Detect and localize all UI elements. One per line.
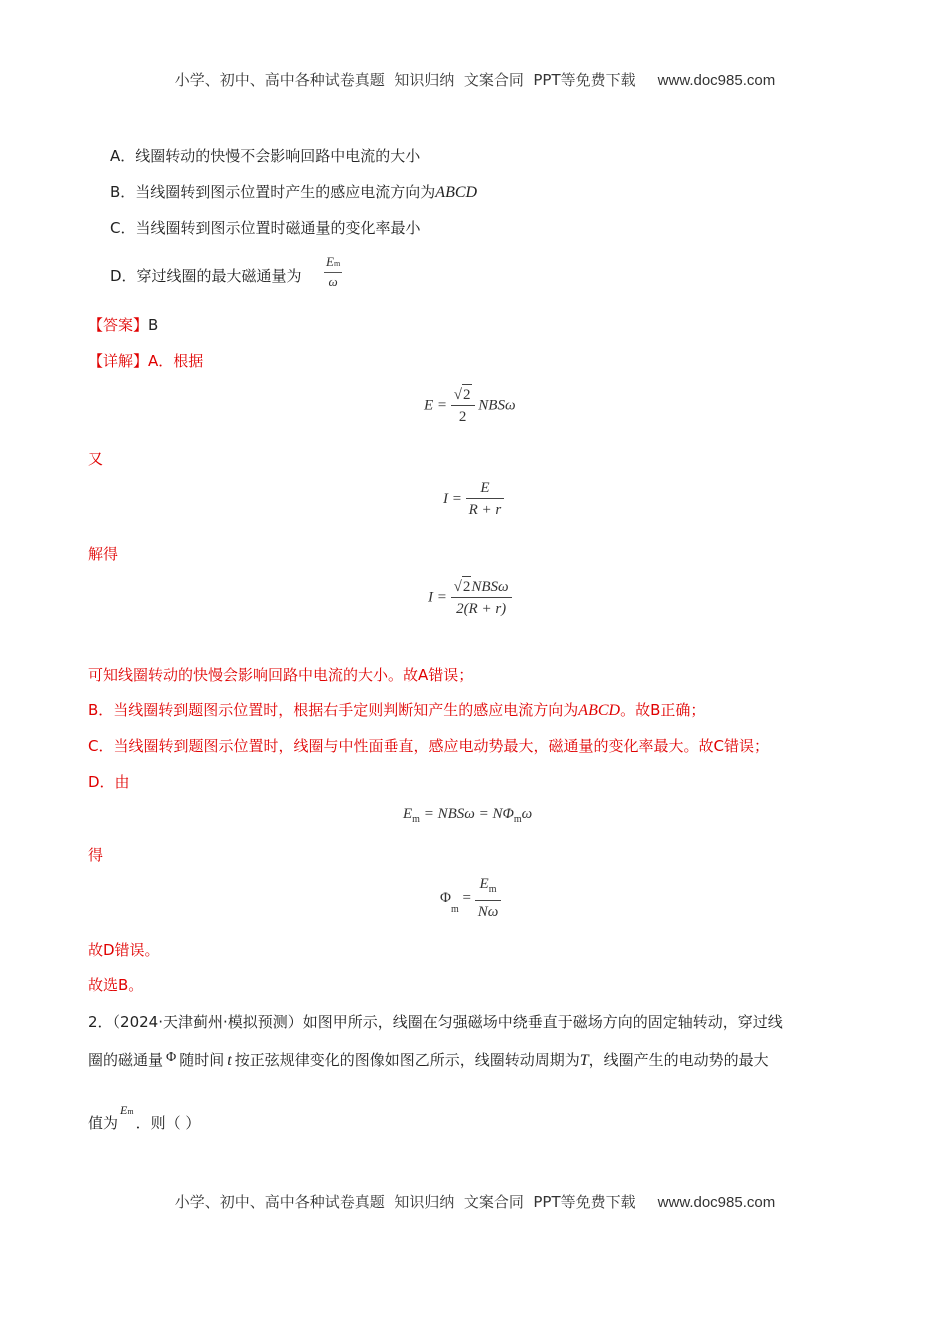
equation-5	[440, 874, 501, 923]
q2-l3-a: 值为	[88, 1114, 119, 1132]
eq1-num: 2	[462, 384, 472, 405]
footer-site-link[interactable]: www.doc985.com	[657, 1194, 776, 1211]
eq5-num: E	[479, 876, 489, 892]
eq4-mid-sub: m	[513, 814, 522, 825]
q2-phi: Φ	[166, 1050, 177, 1065]
eq1-lhs: E =	[424, 397, 448, 414]
header-text: 小学、初中、高中各种试卷真题 知识归纳 文案合同 PPT等免费下载	[174, 71, 636, 89]
answer-value: B	[148, 316, 159, 334]
equation-2	[443, 478, 504, 521]
option-d-text: D．穿过线圈的最大磁通量为	[110, 267, 302, 285]
eq1-fraction: $\frac{√2}{2}$	[451, 384, 475, 428]
line-b-suffix: 。故B正确；	[620, 701, 706, 719]
jiede-text: 解得	[88, 545, 119, 563]
eq5-lhs-sub: m	[450, 903, 459, 915]
line-b-math: ABCD	[578, 702, 621, 719]
eq5-eq: =	[462, 890, 471, 906]
q2-t: t	[227, 1052, 232, 1069]
d-wrong: 故D错误。	[88, 941, 160, 959]
option-d-fraction	[324, 254, 342, 290]
eq2-num: E	[466, 478, 505, 499]
question2-line3	[88, 1103, 201, 1136]
eq3-num-rest: NBSω	[471, 579, 509, 595]
header-site-link[interactable]: www.doc985.com	[657, 72, 776, 89]
eq3-den: 2(R + r)	[456, 601, 507, 617]
q2-em	[120, 1103, 134, 1117]
q2-T: T	[579, 1052, 589, 1069]
eq5-fraction	[475, 874, 502, 923]
eq5-den: Nω	[477, 904, 499, 920]
q2-l3-b: ．则（ ）	[135, 1114, 201, 1132]
footer-text: 小学、初中、高中各种试卷真题 知识归纳 文案合同 PPT等免费下载	[174, 1193, 636, 1211]
eq2-lhs: I =	[443, 491, 462, 507]
equation-4	[403, 806, 532, 825]
detail-line	[88, 351, 203, 371]
eq4-mid: = NBSω = NΦ	[423, 806, 514, 822]
de-text: 得	[88, 846, 104, 864]
eq4-end: ω	[521, 806, 533, 822]
option-b-text: B．当线圈转到图示位置时产生的感应电流方向为	[110, 183, 436, 201]
equation-3	[428, 576, 512, 620]
eq4-a-sub: m	[412, 814, 420, 825]
option-d-num: E	[326, 254, 334, 269]
option-b	[110, 182, 477, 203]
eq4-a: E	[403, 806, 413, 822]
equation-1	[424, 384, 516, 428]
question2-line2	[88, 1048, 769, 1071]
line-a: 可知线圈转动的快慢会影响回路中电流的大小。故A错误；	[88, 666, 474, 684]
eq3-lhs: I =	[428, 589, 447, 606]
line-d: D．由	[88, 773, 130, 791]
eq1-den: 2	[458, 409, 467, 425]
answer-label: 【答案】	[88, 316, 149, 334]
q2-l2-c: 按正弦规律变化的图像如图乙所示，线圈转动周期为	[234, 1051, 580, 1069]
q2-l2-b: 随时间	[179, 1051, 225, 1069]
eq2-fraction	[466, 478, 505, 521]
option-d	[110, 266, 302, 286]
eq2-den: R + r	[468, 502, 502, 518]
eq5-num-sub: m	[488, 884, 497, 895]
page-footer	[0, 1191, 950, 1212]
line-b	[88, 700, 705, 721]
you-text: 又	[88, 450, 104, 468]
answer-line	[88, 315, 158, 335]
option-c: C．当线圈转到图示位置时磁通量的变化率最小	[110, 219, 421, 237]
eq3-fraction: $\frac{\text{√2NBSω}}{2(R + r)}$	[451, 576, 512, 620]
option-d-den: ω	[328, 274, 338, 289]
line-c: C．当线圈转到题图示位置时，线圈与中性面垂直，感应电动势最大，磁通量的变化率最大。故C错误；	[88, 737, 769, 755]
detail-label: 【详解】	[88, 352, 149, 370]
option-d-num-sub: m	[333, 259, 341, 268]
line-b-prefix: B．当线圈转到题图示位置时，根据右手定则判断知产生的感应电流方向为	[88, 701, 579, 719]
q2-l2-a: 圈的磁通量	[88, 1051, 164, 1069]
q2-em-e: E	[120, 1103, 128, 1117]
option-b-math: ABCD	[435, 184, 478, 201]
page-header	[0, 69, 950, 90]
choose-b: 故选B。	[88, 976, 144, 994]
question2-line1: 2．（2024·天津蓟州·模拟预测）如图甲所示，线圈在匀强磁场中绕垂直于磁场方向的固定轴转动，穿过线	[88, 1013, 783, 1031]
q2-l2-d: ，线圈产生的电动势的最大	[588, 1051, 769, 1069]
eq3-num-root: 2	[462, 576, 472, 597]
q2-em-sub: m	[127, 1107, 134, 1116]
option-a: A．线圈转动的快慢不会影响回路中电流的大小	[110, 147, 421, 165]
eq1-rhs: NBSω	[478, 397, 516, 414]
eq5-lhs: Φ	[440, 890, 451, 906]
detail-intro: A．根据	[148, 352, 204, 370]
